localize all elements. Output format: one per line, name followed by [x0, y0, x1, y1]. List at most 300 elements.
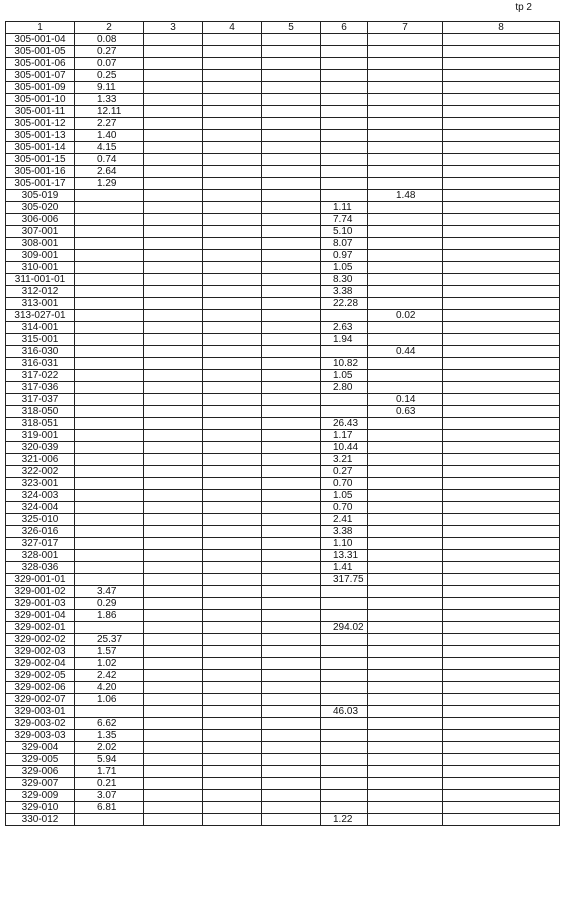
table-cell-col-7: [368, 490, 443, 502]
table-cell-col-6: 46.03: [321, 706, 368, 718]
table-row: [6, 382, 560, 394]
table-cell-col-1: 305-001-14: [6, 142, 75, 154]
table-cell-col-5: [262, 70, 321, 82]
table-cell-col-4: [203, 298, 262, 310]
table-cell-col-6: [321, 142, 368, 154]
table-row: [6, 34, 560, 46]
table-row: [6, 274, 560, 286]
table-cell-col-5: [262, 418, 321, 430]
table-cell-col-8: [443, 430, 560, 442]
table-cell-col-6: [321, 394, 368, 406]
table-cell-col-5: [262, 610, 321, 622]
table-row: [6, 550, 560, 562]
table-cell-col-4: [203, 478, 262, 490]
table-cell-col-3: [144, 286, 203, 298]
table-row: [6, 82, 560, 94]
table-row: [6, 118, 560, 130]
table-cell-col-7: [368, 526, 443, 538]
table-cell-col-6: 0.70: [321, 502, 368, 514]
table-cell-col-1: 327-017: [6, 538, 75, 550]
table-cell-col-4: [203, 322, 262, 334]
table-cell-col-4: [203, 610, 262, 622]
header-row: [6, 22, 560, 34]
table-cell-col-8: [443, 226, 560, 238]
table-cell-col-4: [203, 754, 262, 766]
table-row: [6, 58, 560, 70]
table-cell-col-2: 1.02: [75, 658, 144, 670]
table-cell-col-7: [368, 214, 443, 226]
table-cell-col-7: [368, 82, 443, 94]
table-row: [6, 238, 560, 250]
table-cell-col-7: [368, 58, 443, 70]
table-cell-col-4: [203, 766, 262, 778]
table-cell-col-5: [262, 250, 321, 262]
table-cell-col-3: [144, 502, 203, 514]
table-cell-col-8: [443, 802, 560, 814]
table-cell-col-1: 305-001-06: [6, 58, 75, 70]
table-cell-col-3: [144, 418, 203, 430]
table-cell-col-3: [144, 586, 203, 598]
table-cell-col-7: [368, 646, 443, 658]
table-cell-col-6: [321, 82, 368, 94]
table-cell-col-8: [443, 682, 560, 694]
table-cell-col-8: [443, 82, 560, 94]
table-cell-col-4: [203, 706, 262, 718]
table-cell-col-5: [262, 130, 321, 142]
table-cell-col-2: 6.81: [75, 802, 144, 814]
table-cell-col-6: [321, 346, 368, 358]
table-cell-col-8: [443, 310, 560, 322]
table-cell-col-5: [262, 538, 321, 550]
table-cell-col-3: [144, 442, 203, 454]
table-row: [6, 778, 560, 790]
table-cell-col-7: [368, 814, 443, 826]
table-cell-col-5: [262, 490, 321, 502]
table-cell-col-4: [203, 202, 262, 214]
table-cell-col-7: [368, 682, 443, 694]
table-cell-col-5: [262, 526, 321, 538]
table-cell-col-7: [368, 562, 443, 574]
table-cell-col-4: [203, 802, 262, 814]
table-cell-col-7: [368, 610, 443, 622]
table-cell-col-6: 1.05: [321, 370, 368, 382]
table-cell-col-5: [262, 334, 321, 346]
table-cell-col-8: [443, 250, 560, 262]
table-row: [6, 598, 560, 610]
table-cell-col-7: [368, 622, 443, 634]
column-header-1: 1: [6, 22, 75, 34]
table-cell-col-5: [262, 646, 321, 658]
table-body: [6, 34, 560, 826]
table-cell-col-8: [443, 622, 560, 634]
table-cell-col-4: [203, 154, 262, 166]
table-cell-col-4: [203, 394, 262, 406]
table-cell-col-8: [443, 550, 560, 562]
table-row: [6, 562, 560, 574]
table-cell-col-4: [203, 694, 262, 706]
table-row: [6, 370, 560, 382]
table-cell-col-2: 1.71: [75, 766, 144, 778]
table-cell-col-4: [203, 430, 262, 442]
table-row: [6, 202, 560, 214]
table-cell-col-6: [321, 586, 368, 598]
table-cell-col-7: [368, 802, 443, 814]
table-cell-col-8: [443, 634, 560, 646]
table-cell-col-1: 310-001: [6, 262, 75, 274]
table-cell-col-7: [368, 358, 443, 370]
table-cell-col-3: [144, 190, 203, 202]
table-cell-col-2: 0.25: [75, 70, 144, 82]
table-cell-col-2: [75, 370, 144, 382]
table-row: [6, 310, 560, 322]
table-cell-col-6: 26.43: [321, 418, 368, 430]
table-cell-col-3: [144, 682, 203, 694]
table-cell-col-4: [203, 790, 262, 802]
table-cell-col-4: [203, 334, 262, 346]
table-cell-col-6: 1.10: [321, 538, 368, 550]
table-cell-col-3: [144, 82, 203, 94]
table-cell-col-5: [262, 514, 321, 526]
table-cell-col-2: 2.27: [75, 118, 144, 130]
table-cell-col-7: [368, 166, 443, 178]
table-cell-col-2: [75, 394, 144, 406]
table-row: [6, 670, 560, 682]
table-cell-col-8: [443, 646, 560, 658]
table-cell-col-1: 329-002-03: [6, 646, 75, 658]
table-cell-col-4: [203, 658, 262, 670]
table-cell-col-5: [262, 34, 321, 46]
table-cell-col-7: [368, 46, 443, 58]
table-cell-col-7: [368, 70, 443, 82]
table-cell-col-8: [443, 178, 560, 190]
table-cell-col-6: 2.41: [321, 514, 368, 526]
table-cell-col-2: [75, 562, 144, 574]
table-cell-col-1: 316-031: [6, 358, 75, 370]
table-cell-col-1: 318-051: [6, 418, 75, 430]
table-cell-col-2: [75, 190, 144, 202]
table-cell-col-6: [321, 154, 368, 166]
table-cell-col-2: [75, 430, 144, 442]
table-cell-col-3: [144, 322, 203, 334]
table-cell-col-7: [368, 94, 443, 106]
table-row: [6, 130, 560, 142]
table-cell-col-5: [262, 634, 321, 646]
table-cell-col-7: [368, 670, 443, 682]
table-cell-col-6: [321, 718, 368, 730]
table-cell-col-1: 330-012: [6, 814, 75, 826]
table-cell-col-3: [144, 562, 203, 574]
table-cell-col-4: [203, 46, 262, 58]
table-cell-col-1: 329-002-01: [6, 622, 75, 634]
table-cell-col-6: 13.31: [321, 550, 368, 562]
table-cell-col-6: 22.28: [321, 298, 368, 310]
table-cell-col-7: [368, 118, 443, 130]
table-cell-col-3: [144, 610, 203, 622]
table-cell-col-4: [203, 682, 262, 694]
table-cell-col-6: [321, 166, 368, 178]
table-cell-col-8: [443, 754, 560, 766]
table-cell-col-5: [262, 298, 321, 310]
table-cell-col-7: [368, 334, 443, 346]
table-cell-col-6: [321, 766, 368, 778]
table-row: [6, 466, 560, 478]
table-cell-col-2: 1.35: [75, 730, 144, 742]
table-row: [6, 706, 560, 718]
table-cell-col-8: [443, 334, 560, 346]
table-cell-col-5: [262, 94, 321, 106]
table-cell-col-8: [443, 490, 560, 502]
table-cell-col-8: [443, 586, 560, 598]
table-cell-col-6: 3.38: [321, 526, 368, 538]
column-header-4: 4: [203, 22, 262, 34]
table-cell-col-2: [75, 490, 144, 502]
table-cell-col-4: [203, 742, 262, 754]
table-row: [6, 418, 560, 430]
table-cell-col-5: [262, 574, 321, 586]
table-cell-col-8: [443, 814, 560, 826]
table-row: [6, 694, 560, 706]
table-cell-col-5: [262, 718, 321, 730]
table-row: [6, 718, 560, 730]
table-row: [6, 334, 560, 346]
table-row: [6, 454, 560, 466]
table-cell-col-6: 0.97: [321, 250, 368, 262]
table-cell-col-2: 1.06: [75, 694, 144, 706]
table-cell-col-7: [368, 430, 443, 442]
table-cell-col-2: 1.29: [75, 178, 144, 190]
table-cell-col-2: [75, 406, 144, 418]
table-cell-col-3: [144, 310, 203, 322]
table-cell-col-5: [262, 274, 321, 286]
table-cell-col-6: 7.74: [321, 214, 368, 226]
table-cell-col-2: 0.74: [75, 154, 144, 166]
column-header-3: 3: [144, 22, 203, 34]
table-cell-col-8: [443, 370, 560, 382]
table-cell-col-6: [321, 634, 368, 646]
table-cell-col-3: [144, 250, 203, 262]
table-cell-col-4: [203, 106, 262, 118]
table-cell-col-2: 1.86: [75, 610, 144, 622]
table-cell-col-8: [443, 286, 560, 298]
table-cell-col-8: [443, 610, 560, 622]
table-cell-col-3: [144, 142, 203, 154]
table-cell-col-8: [443, 154, 560, 166]
table-cell-col-7: [368, 286, 443, 298]
table-cell-col-7: [368, 442, 443, 454]
table-row: [6, 586, 560, 598]
table-cell-col-1: 305-001-04: [6, 34, 75, 46]
table-cell-col-1: 317-037: [6, 394, 75, 406]
table-cell-col-5: [262, 58, 321, 70]
table-cell-col-1: 328-001: [6, 550, 75, 562]
table-row: [6, 262, 560, 274]
table-cell-col-6: [321, 58, 368, 70]
table-cell-col-6: 5.10: [321, 226, 368, 238]
table-cell-col-6: [321, 190, 368, 202]
table-cell-col-3: [144, 358, 203, 370]
table-cell-col-3: [144, 226, 203, 238]
table-cell-col-8: [443, 46, 560, 58]
table-cell-col-2: [75, 286, 144, 298]
table-cell-col-8: [443, 574, 560, 586]
table-cell-col-7: [368, 298, 443, 310]
table-cell-col-4: [203, 574, 262, 586]
table-cell-col-7: [368, 178, 443, 190]
table-cell-col-3: [144, 214, 203, 226]
table-cell-col-8: [443, 34, 560, 46]
table-cell-col-4: [203, 670, 262, 682]
table-cell-col-6: 0.70: [321, 478, 368, 490]
table-cell-col-5: [262, 658, 321, 670]
table-cell-col-6: [321, 34, 368, 46]
table-cell-col-3: [144, 118, 203, 130]
table-cell-col-2: [75, 310, 144, 322]
table-cell-col-4: [203, 82, 262, 94]
table-cell-col-2: 25.37: [75, 634, 144, 646]
table-cell-col-2: [75, 274, 144, 286]
table-row: [6, 322, 560, 334]
column-header-6: 6: [321, 22, 368, 34]
table-row: [6, 430, 560, 442]
table-cell-col-6: 294.02: [321, 622, 368, 634]
table-cell-col-3: [144, 622, 203, 634]
table-cell-col-3: [144, 778, 203, 790]
table-cell-col-4: [203, 118, 262, 130]
table-cell-col-1: 318-050: [6, 406, 75, 418]
table-cell-col-7: 1.48: [368, 190, 443, 202]
table-cell-col-2: [75, 334, 144, 346]
table-cell-col-5: [262, 118, 321, 130]
table-cell-col-3: [144, 478, 203, 490]
table-cell-col-1: 329-007: [6, 778, 75, 790]
table-cell-col-5: [262, 466, 321, 478]
table-cell-col-3: [144, 370, 203, 382]
table-cell-col-5: [262, 166, 321, 178]
table-row: [6, 610, 560, 622]
table-cell-col-4: [203, 562, 262, 574]
table-cell-col-3: [144, 634, 203, 646]
table-cell-col-5: [262, 598, 321, 610]
table-cell-col-3: [144, 202, 203, 214]
table-cell-col-6: 0.27: [321, 466, 368, 478]
table-cell-col-5: [262, 310, 321, 322]
table-row: [6, 190, 560, 202]
table-row: [6, 742, 560, 754]
table-cell-col-5: [262, 262, 321, 274]
table-cell-col-8: [443, 418, 560, 430]
table-cell-col-2: [75, 454, 144, 466]
table-cell-col-2: 0.27: [75, 46, 144, 58]
table-cell-col-6: [321, 790, 368, 802]
table-cell-col-1: 324-003: [6, 490, 75, 502]
table-cell-col-8: [443, 346, 560, 358]
table-cell-col-1: 329-003-03: [6, 730, 75, 742]
table-cell-col-4: [203, 94, 262, 106]
table-cell-col-3: [144, 178, 203, 190]
table-cell-col-8: [443, 238, 560, 250]
table-cell-col-1: 329-001-03: [6, 598, 75, 610]
table-cell-col-4: [203, 310, 262, 322]
table-cell-col-1: 305-001-11: [6, 106, 75, 118]
table-cell-col-8: [443, 706, 560, 718]
column-header-5: 5: [262, 22, 321, 34]
table-cell-col-1: 329-006: [6, 766, 75, 778]
table-cell-col-1: 317-022: [6, 370, 75, 382]
table-cell-col-5: [262, 286, 321, 298]
table-row: [6, 250, 560, 262]
table-cell-col-2: 2.42: [75, 670, 144, 682]
table-cell-col-1: 305-001-07: [6, 70, 75, 82]
table-cell-col-4: [203, 538, 262, 550]
table-cell-col-6: [321, 742, 368, 754]
table-cell-col-3: [144, 106, 203, 118]
table-cell-col-4: [203, 406, 262, 418]
table-cell-col-6: 1.94: [321, 334, 368, 346]
table-cell-col-1: 329-001-01: [6, 574, 75, 586]
table-cell-col-7: [368, 730, 443, 742]
table-row: [6, 70, 560, 82]
table-cell-col-4: [203, 442, 262, 454]
table-row: [6, 658, 560, 670]
column-header-2: 2: [75, 22, 144, 34]
table-cell-col-3: [144, 46, 203, 58]
table-cell-col-2: [75, 538, 144, 550]
table-cell-col-3: [144, 394, 203, 406]
table-cell-col-1: 306-006: [6, 214, 75, 226]
table-cell-col-7: [368, 370, 443, 382]
table-cell-col-2: [75, 418, 144, 430]
table-cell-col-8: [443, 106, 560, 118]
table-cell-col-4: [203, 730, 262, 742]
table-cell-col-3: [144, 598, 203, 610]
table-cell-col-1: 320-039: [6, 442, 75, 454]
table-cell-col-6: [321, 778, 368, 790]
table-cell-col-5: [262, 394, 321, 406]
column-header-8: 8: [443, 22, 560, 34]
table-cell-col-1: 329-010: [6, 802, 75, 814]
table-cell-col-7: [368, 574, 443, 586]
table-cell-col-7: [368, 598, 443, 610]
table-cell-col-4: [203, 646, 262, 658]
table-cell-col-7: [368, 262, 443, 274]
table-cell-col-5: [262, 550, 321, 562]
table-cell-col-7: [368, 382, 443, 394]
table-cell-col-8: [443, 598, 560, 610]
table-cell-col-3: [144, 670, 203, 682]
table-cell-col-5: [262, 358, 321, 370]
table-cell-col-8: [443, 118, 560, 130]
table-cell-col-2: 2.64: [75, 166, 144, 178]
table-cell-col-3: [144, 550, 203, 562]
table-cell-col-2: [75, 382, 144, 394]
table-cell-col-3: [144, 526, 203, 538]
table-cell-col-6: [321, 754, 368, 766]
table-cell-col-1: 329-003-02: [6, 718, 75, 730]
table-cell-col-1: 329-002-02: [6, 634, 75, 646]
table-cell-col-8: [443, 262, 560, 274]
table-cell-col-5: [262, 214, 321, 226]
table-cell-col-3: [144, 274, 203, 286]
table-cell-col-5: [262, 82, 321, 94]
table-cell-col-8: [443, 94, 560, 106]
table-cell-col-1: 307-001: [6, 226, 75, 238]
table-row: [6, 166, 560, 178]
table-row: [6, 766, 560, 778]
table-cell-col-5: [262, 370, 321, 382]
table-cell-col-8: [443, 58, 560, 70]
table-cell-col-1: 329-004: [6, 742, 75, 754]
table-cell-col-8: [443, 166, 560, 178]
